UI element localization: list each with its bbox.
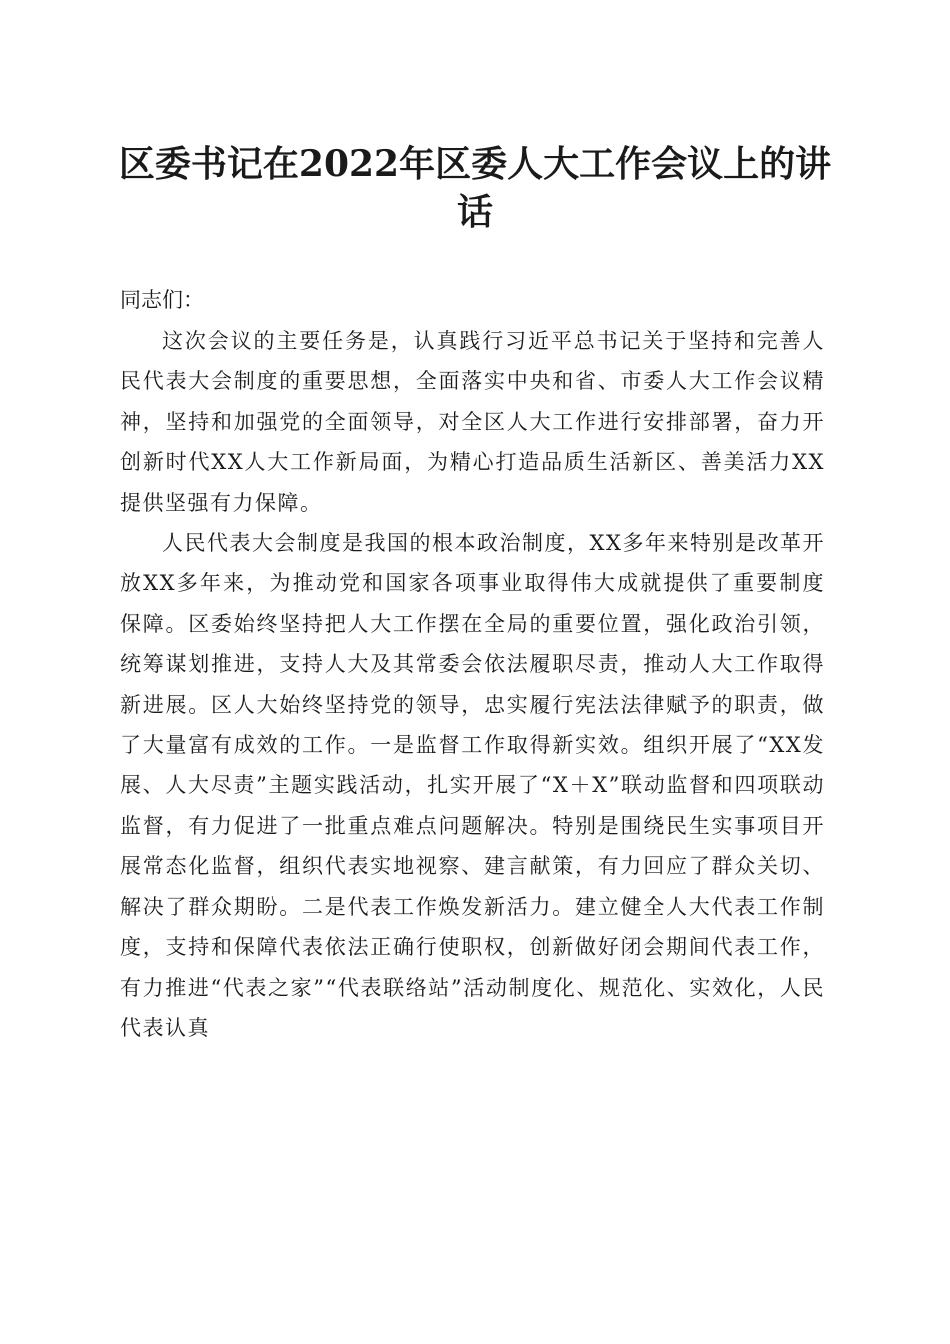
salutation: 同志们： xyxy=(120,288,204,312)
document-title: 区委书记在2022年区委人大工作会议上的讲话 xyxy=(118,143,832,233)
paragraph-1: 这次会议的主要任务是，认真践行习近平总书记关于坚持和完善人民代表大会制度的重要思想，全面落实中央和省、市委人大工作会议精神，坚持和加强党的全面领导，对全区人大工作进行安排部署，奋力开创新时代XX人大工作新局面，为精心打造品质生活新区、善美活力XX提供坚强有力保障。 xyxy=(120,329,825,515)
document-body xyxy=(120,321,825,1048)
paragraph-2: 人民代表大会制度是我国的根本政治制度，XX多年来特别是改革开放XX多年来，为推动党和国家各项事业取得伟大成就提供了重要制度保障。区委始终坚持把人大工作摆在全局的重要位置，强化政治引领，统筹谋划推进，支持人大及其常委会依法履职尽责，推动人大工作取得新进展。区人大始终坚持党的领导，忠实履行宪法法律赋予的职责，做了大量富有成效的工作。一是监督工作取得新实效。组织开展了“XX发展、人大尽责”主题实践活动，扎实开展了“X＋X”联动监督和四项联动监督，有力促进了一批重点难点问题解决。特别是围绕民生实事项目开展常态化监督，组织代表实地视察、建言献策，有力回应了群众关切、解决了群众期盼。二是代表工作焕发新活力。建立健全人大代表工作制度，支持和保障代表依法正确行使职权，创新做好闭会期间代表工作，有力推进“代表之家”“代表联络站”活动制度化、规范化、实效化，人民代表认真 xyxy=(120,531,825,1040)
